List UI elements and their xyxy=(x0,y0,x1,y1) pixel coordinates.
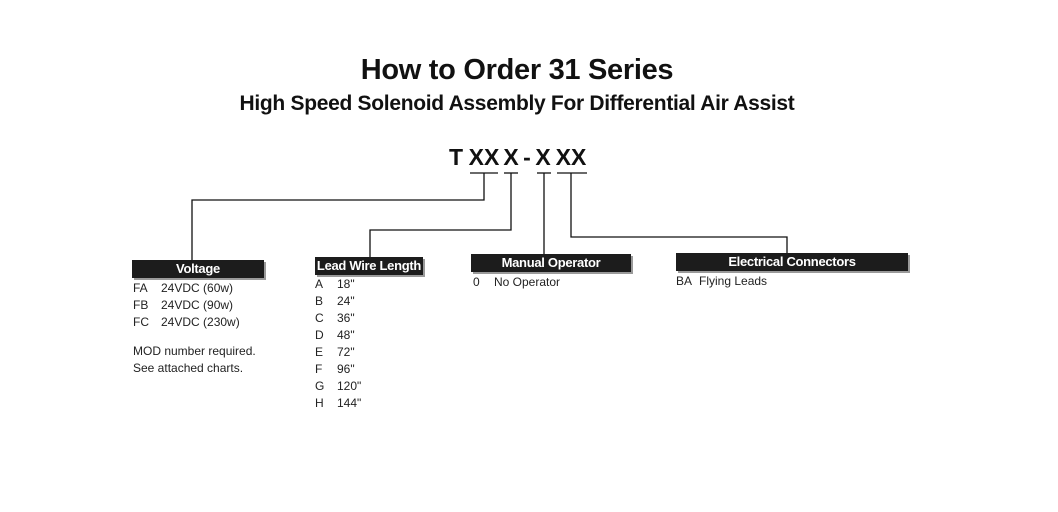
code-lead-wire-slot: X xyxy=(503,144,519,170)
leader-connectors xyxy=(571,173,787,253)
manual-operator-options xyxy=(473,274,560,291)
list-item: BA Flying Leads xyxy=(676,274,768,288)
electrical-connectors-options xyxy=(676,273,767,290)
code-connector-slot: XX xyxy=(555,144,587,170)
page-title: How to Order 31 Series xyxy=(360,54,674,86)
list-item: B 24" xyxy=(315,294,355,308)
leader-lead-wire xyxy=(370,173,511,257)
code-operator-slot: X xyxy=(535,144,551,170)
lead-wire-options xyxy=(315,276,361,412)
list-item: E 72" xyxy=(315,345,355,359)
list-item: F 96" xyxy=(315,362,355,376)
list-item: D 48" xyxy=(315,328,355,342)
list-item: FB 24VDC (90w) xyxy=(133,298,234,312)
list-item: A 18" xyxy=(315,277,355,291)
leader-voltage xyxy=(192,173,484,260)
code-prefix: T xyxy=(448,144,464,170)
list-item: FC 24VDC (230w) xyxy=(133,315,240,329)
list-item: G 120" xyxy=(315,379,362,393)
list-item: 0 No Operator xyxy=(473,275,561,289)
list-item: FA 24VDC (60w) xyxy=(133,281,234,295)
code-dash: - xyxy=(523,144,531,170)
voltage-header: Voltage xyxy=(132,260,264,278)
lead-wire-header: Lead Wire Length xyxy=(316,258,422,273)
voltage-note: MOD number required. See attached charts. xyxy=(133,344,256,375)
voltage-options xyxy=(133,280,240,331)
code-voltage-slot: XX xyxy=(468,144,500,170)
electrical-connectors-header: Electrical Connectors xyxy=(676,253,908,271)
list-item: H 144" xyxy=(315,396,362,410)
page-subtitle: High Speed Solenoid Assembly For Differential Air Assist xyxy=(239,92,795,115)
list-item: C 36" xyxy=(315,311,355,325)
manual-operator-header: Manual Operator xyxy=(471,254,631,272)
